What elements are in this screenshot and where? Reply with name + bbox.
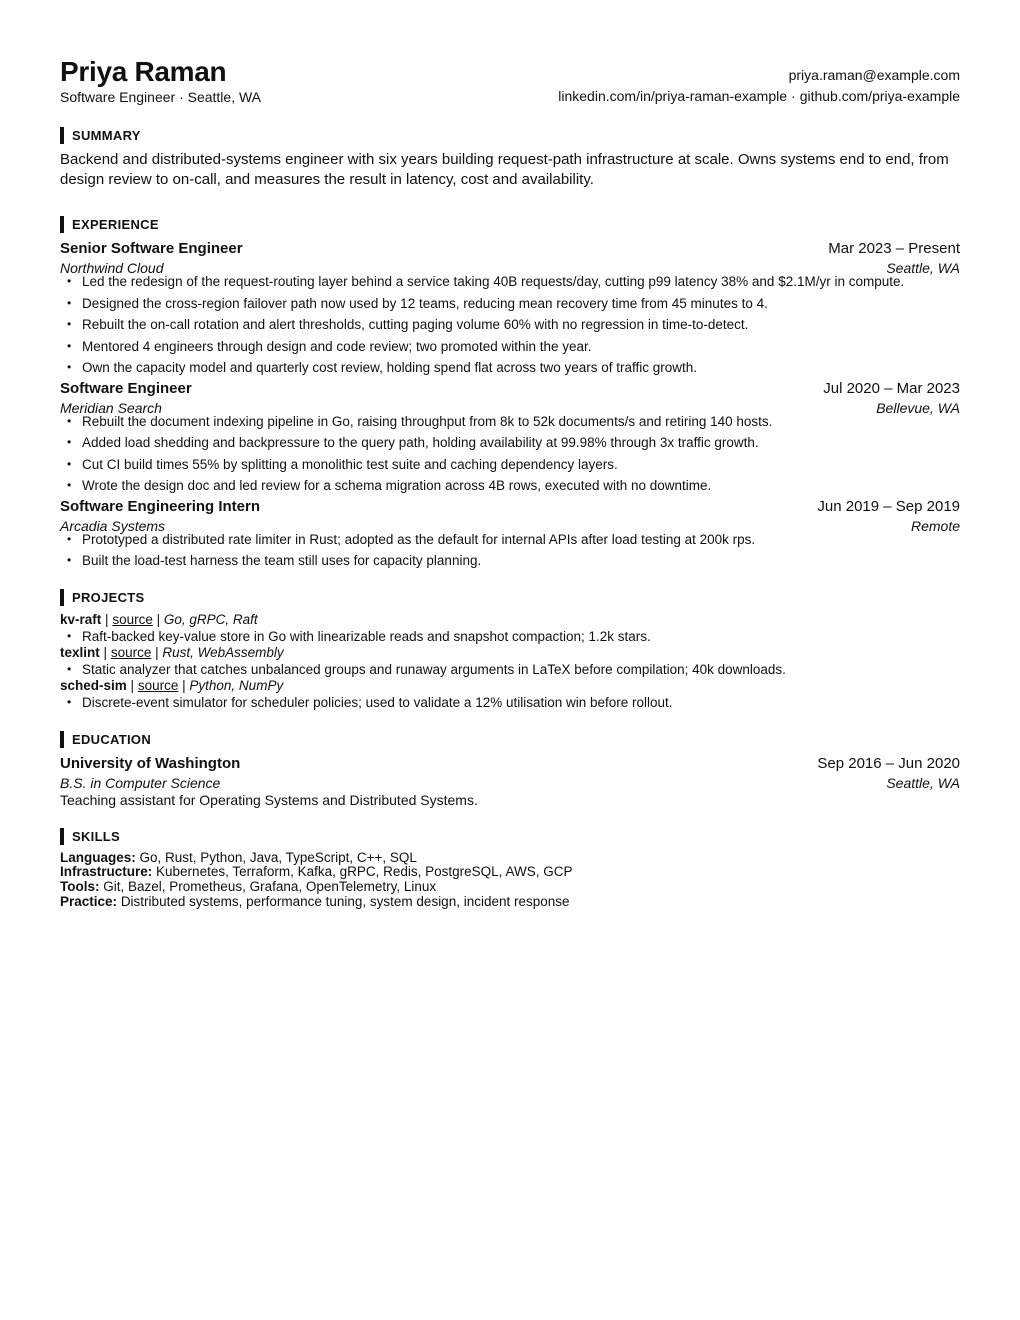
section-title-text: EDUCATION <box>72 731 152 747</box>
bullet-item: • Rebuilt the document indexing pipeline in Go, raising throughput from 8k to 52k documents/s and retiring 140 hosts. <box>60 411 960 433</box>
bullet-item: • Mentored 4 engineers through design and code review; two promoted within the year. <box>60 336 960 358</box>
bullet-item: • Designed the cross-region failover path now used by 12 teams, reducing mean recovery time from 45 minutes to 4. <box>60 293 960 315</box>
project-divider: | <box>105 611 109 627</box>
job-company: Meridian Search <box>60 399 162 416</box>
projects-list <box>60 612 960 711</box>
skill-value: Kubernetes, Terraform, Kafka, gRPC, Redis, PostgreSQL, AWS, GCP <box>156 864 573 880</box>
section-bar-icon <box>60 216 64 233</box>
job-entry <box>60 379 960 497</box>
project-bullets <box>60 661 960 678</box>
project-divider: | <box>130 677 135 693</box>
job-location: Seattle, WA <box>886 260 960 276</box>
section-title-text: SUMMARY <box>72 128 141 143</box>
candidate-subtitle: Software Engineer · Seattle, WA <box>60 89 262 105</box>
job-company: Northwind Cloud <box>60 260 164 276</box>
project-source-link[interactable]: source <box>137 677 179 693</box>
bullet-item: • Own the capacity model and quarterly cost review, holding spend flat across two years of traffic growth. <box>60 357 960 379</box>
header-left <box>60 56 261 107</box>
section-bar-icon <box>60 589 64 606</box>
section-bar-icon <box>60 828 64 845</box>
job-head <box>60 239 960 259</box>
project-head <box>60 612 960 628</box>
bullet-item: • Discrete-event simulator for scheduler policies; used to validate a 12% utilisation win before rollout. <box>60 694 960 711</box>
job-company: Arcadia Systems <box>60 517 166 534</box>
skills-list <box>60 851 960 910</box>
job-bullets <box>60 529 960 572</box>
school-name: University of Washington <box>60 754 241 772</box>
candidate-name: Priya Raman <box>60 56 227 87</box>
skill-label: Tools: <box>60 878 100 894</box>
skill-label: Infrastructure: <box>60 864 153 880</box>
skill-label: Languages: <box>60 849 136 865</box>
linkedin-link[interactable]: linkedin.com/in/priya-raman-example <box>558 88 788 104</box>
bullet-item: • Static analyzer that catches unbalanced groups and runaway arguments in LaTeX before compilation; 40k downloads. <box>60 661 960 678</box>
section-title-text: PROJECTS <box>72 589 145 605</box>
section-heading-projects <box>60 589 960 606</box>
bullet-item: • Cut CI build times 55% by splitting a monolithic test suite and caching dependency layers. <box>60 454 960 476</box>
job-dates: Jul 2020 – Mar 2023 <box>823 379 960 397</box>
bullet-item: • Prototyped a distributed rate limiter in Rust; adopted as the default for internal APIs after load testing at 200k rps. <box>60 529 960 551</box>
skill-row <box>60 851 960 866</box>
project-divider: | <box>155 644 159 660</box>
project-head <box>60 645 960 661</box>
job-bullets <box>60 271 960 379</box>
job-bullets <box>60 411 960 497</box>
project-bullets <box>60 628 960 645</box>
project-divider: | <box>103 644 108 660</box>
education-dates: Sep 2016 – Jun 2020 <box>817 754 960 772</box>
email-link[interactable]: priya.raman@example.com <box>788 67 960 83</box>
section-bar-icon <box>60 731 64 748</box>
job-role: Software Engineer <box>60 379 192 397</box>
project-divider: | <box>182 677 186 693</box>
section-bar-icon <box>60 127 64 144</box>
job-dates: Mar 2023 – Present <box>828 240 960 257</box>
skill-row <box>60 880 960 895</box>
project-divider: | <box>156 611 161 627</box>
summary-text: Backend and distributed-systems engineer with six years building request-path infrastructure at scale. Owns systems end to end, from design review to on-call, and measures the result in latency, cost and availability. <box>60 151 949 188</box>
section-heading-summary <box>60 127 960 144</box>
project-name: kv-raft <box>60 611 102 627</box>
bullet-item: • Raft-backed key-value store in Go with linearizable reads and snapshot compaction; 1.2k stars. <box>60 628 960 645</box>
job-entry <box>60 497 960 572</box>
job-dates: Jun 2019 – Sep 2019 <box>817 497 960 515</box>
education-sub <box>60 774 960 792</box>
education-entry <box>60 754 960 808</box>
bullet-item: • Wrote the design doc and led review for a schema migration across 4B rows, executed with no downtime. <box>60 475 960 497</box>
education-note: Teaching assistant for Operating Systems and Distributed Systems. <box>60 791 478 808</box>
degree: B.S. in Computer Science <box>60 774 221 791</box>
project-source-link[interactable]: source <box>112 611 153 627</box>
project-source-link[interactable]: source <box>110 644 152 660</box>
job-role: Senior Software Engineer <box>60 240 243 257</box>
project-entry <box>60 678 960 711</box>
skill-value: Git, Bazel, Prometheus, Grafana, OpenTelemetry, Linux <box>103 878 437 894</box>
job-role: Software Engineering Intern <box>60 497 261 515</box>
resume-header <box>60 56 960 107</box>
bullet-item: • Rebuilt the on-call rotation and alert thresholds, cutting paging volume 60% with no regression in time-to-detect. <box>60 314 960 336</box>
job-location: Remote <box>910 517 960 534</box>
section-title-text: EXPERIENCE <box>72 217 159 232</box>
project-name: texlint <box>60 644 100 660</box>
project-entry <box>60 645 960 678</box>
bullet-item: • Led the redesign of the request-routing layer behind a service taking 40B requests/day, cutting p99 latency 38% and $2.1M/yr in compute. <box>60 271 960 293</box>
job-head <box>60 497 960 517</box>
project-tech: Go, gRPC, Raft <box>163 611 258 627</box>
project-tech: Python, NumPy <box>189 677 284 693</box>
skill-value: Go, Rust, Python, Java, TypeScript, C++, SQL <box>139 849 417 865</box>
project-bullets <box>60 694 960 711</box>
project-name: sched-sim <box>60 677 127 693</box>
project-tech: Rust, WebAssembly <box>162 644 284 660</box>
job-entry <box>60 239 960 379</box>
skill-value: Distributed systems, performance tuning, system design, incident response <box>120 893 570 909</box>
experience-list <box>60 239 960 572</box>
github-link[interactable]: github.com/priya-example <box>799 88 960 104</box>
job-head <box>60 379 960 399</box>
section-title-text: SKILLS <box>72 828 121 844</box>
education-location: Seattle, WA <box>886 774 960 791</box>
section-heading-education <box>60 731 960 748</box>
section-heading-skills <box>60 828 960 845</box>
bullet-item: • Built the load-test harness the team still uses for capacity planning. <box>60 550 960 572</box>
contact-block <box>558 65 960 107</box>
skill-label: Practice: <box>60 893 118 909</box>
education-head <box>60 754 960 774</box>
contact-separator: · <box>791 88 796 104</box>
project-entry <box>60 612 960 645</box>
job-location: Bellevue, WA <box>876 399 960 416</box>
section-heading-experience <box>60 216 960 233</box>
skill-row <box>60 865 960 880</box>
bullet-item: • Added load shedding and backpressure to the query path, holding availability at 99.98% through 3x traffic growth. <box>60 432 960 454</box>
project-head <box>60 678 960 694</box>
skill-row <box>60 895 960 910</box>
